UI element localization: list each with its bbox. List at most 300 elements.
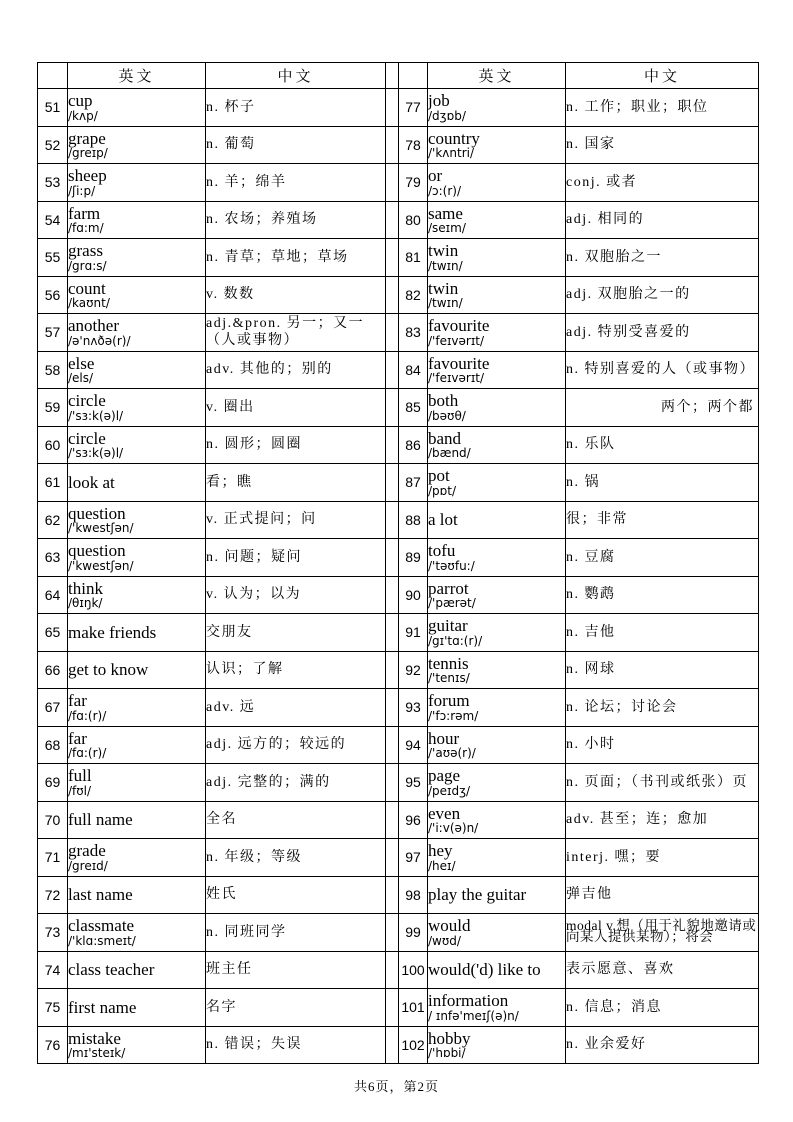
phonetic-transcription: /pɒt/	[428, 483, 457, 498]
row-number: 87	[399, 464, 428, 502]
row-number: 60	[38, 426, 68, 464]
phonetic-transcription: /twɪn/	[428, 258, 463, 273]
phonetic-transcription: /els/	[68, 371, 94, 386]
english-word: even	[428, 803, 461, 823]
gap-cell	[386, 989, 399, 1027]
english-cell	[428, 989, 566, 1027]
phonetic-transcription: /fɑ:(r)/	[68, 746, 107, 761]
chinese-meaning: v. 正式提问；问	[206, 501, 386, 539]
english-word: parrot	[428, 578, 469, 598]
chinese-meaning: n. 业余爱好	[566, 1026, 759, 1064]
chinese-meaning: n. 羊；绵羊	[206, 164, 386, 202]
english-word: make friends	[68, 622, 157, 642]
row-number: 97	[399, 839, 428, 877]
phonetic-transcription: /'feɪvərɪt/	[428, 371, 485, 386]
english-word: a lot	[428, 510, 458, 530]
english-word: question	[68, 503, 126, 523]
phonetic-transcription: / ɪnfə'meɪʃ(ə)n/	[428, 1008, 519, 1023]
gap-cell	[386, 614, 399, 652]
chinese-meaning: adj. 远方的；较远的	[206, 726, 386, 764]
phonetic-transcription: /'fɔ:rəm/	[428, 708, 479, 723]
row-number: 88	[399, 501, 428, 539]
chinese-meaning: v. 圈出	[206, 389, 386, 427]
chinese-meaning: 表示愿意、喜欢	[566, 951, 759, 989]
gap-cell	[386, 576, 399, 614]
chinese-meaning: 两个；两个都	[566, 389, 759, 427]
english-word: information	[428, 991, 509, 1011]
phonetic-transcription: /θɪŋk/	[68, 596, 103, 611]
english-cell	[428, 389, 566, 427]
gap-cell	[386, 726, 399, 764]
chinese-meaning: n. 信息；消息	[566, 989, 759, 1027]
english-word: full	[68, 766, 92, 786]
table-row	[38, 351, 759, 389]
row-number: 55	[38, 239, 68, 277]
phonetic-transcription: /fɑ:m/	[68, 221, 104, 236]
chinese-meaning: n. 葡萄	[206, 126, 386, 164]
phonetic-transcription: /'kwestʃən/	[68, 558, 134, 573]
english-word: grass	[68, 241, 103, 261]
row-number: 93	[399, 689, 428, 727]
english-word: far	[68, 728, 87, 748]
table-row	[38, 89, 759, 127]
chinese-meaning: n. 年级；等级	[206, 839, 386, 877]
english-cell	[68, 914, 206, 952]
gap-cell	[386, 651, 399, 689]
english-word: country	[428, 128, 480, 148]
english-cell	[68, 501, 206, 539]
table-row	[38, 576, 759, 614]
english-cell	[428, 801, 566, 839]
english-cell	[428, 89, 566, 127]
english-cell	[68, 726, 206, 764]
chinese-meaning: 认识；了解	[206, 651, 386, 689]
english-cell	[428, 951, 566, 989]
english-word: far	[68, 691, 87, 711]
table-row	[38, 989, 759, 1027]
english-cell	[68, 164, 206, 202]
gap-cell	[386, 501, 399, 539]
row-number: 75	[38, 989, 68, 1027]
english-cell	[68, 239, 206, 277]
chinese-meaning: n. 国家	[566, 126, 759, 164]
phonetic-transcription: /gɪ'tɑ:(r)/	[428, 633, 483, 648]
chinese-meaning: modal v.想（用于礼貌地邀请或向某人提供某物）；将会	[566, 914, 759, 952]
english-word: twin	[428, 278, 459, 298]
chinese-meaning: n. 特别喜爱的人（或事物）	[566, 351, 759, 389]
english-word: first name	[68, 997, 137, 1017]
chinese-meaning: n. 论坛；讨论会	[566, 689, 759, 727]
phonetic-transcription: /'təʊfu:/	[428, 558, 475, 573]
english-word: cup	[68, 91, 93, 111]
chinese-meaning: adj. 双胞胎之一的	[566, 276, 759, 314]
english-word: pot	[428, 466, 450, 486]
english-cell	[428, 876, 566, 914]
row-number: 99	[399, 914, 428, 952]
english-word: circle	[68, 391, 106, 411]
english-word: grade	[68, 841, 106, 861]
english-word: play the guitar	[428, 885, 527, 905]
table-row	[38, 464, 759, 502]
chinese-meaning: adv. 远	[206, 689, 386, 727]
english-cell	[68, 801, 206, 839]
chinese-meaning: n. 吉他	[566, 614, 759, 652]
english-word: count	[68, 278, 106, 298]
gap-cell	[386, 1026, 399, 1064]
row-number: 100	[399, 951, 428, 989]
row-number: 70	[38, 801, 68, 839]
english-word: tennis	[428, 653, 469, 673]
table-row	[38, 164, 759, 202]
english-word: favourite	[428, 316, 490, 336]
row-number: 74	[38, 951, 68, 989]
row-number: 54	[38, 201, 68, 239]
chinese-meaning: 看；瞧	[206, 464, 386, 502]
chinese-meaning: v. 认为；以为	[206, 576, 386, 614]
phonetic-transcription: /greɪd/	[68, 858, 108, 873]
header-num-cell-left	[38, 63, 68, 89]
row-number: 57	[38, 314, 68, 352]
english-cell	[68, 351, 206, 389]
table-row	[38, 839, 759, 877]
english-cell	[428, 1026, 566, 1064]
english-word: full name	[68, 810, 133, 830]
english-word: twin	[428, 241, 459, 261]
chinese-meaning: adj. 相同的	[566, 201, 759, 239]
chinese-meaning: n. 问题；疑问	[206, 539, 386, 577]
english-word: tofu	[428, 541, 456, 561]
row-number: 78	[399, 126, 428, 164]
table-row	[38, 951, 759, 989]
phonetic-transcription: /dʒɒb/	[428, 108, 466, 123]
phonetic-transcription: /mɪ'steɪk/	[68, 1046, 126, 1061]
phonetic-transcription: /kʌp/	[68, 108, 98, 123]
phonetic-transcription: /'sɜ:k(ə)l/	[68, 408, 124, 423]
row-number: 91	[399, 614, 428, 652]
english-cell	[428, 764, 566, 802]
english-cell	[68, 989, 206, 1027]
row-number: 61	[38, 464, 68, 502]
gap-cell	[386, 63, 399, 89]
row-number: 85	[399, 389, 428, 427]
phonetic-transcription: /bəʊθ/	[428, 408, 466, 423]
row-number: 82	[399, 276, 428, 314]
english-cell	[68, 126, 206, 164]
chinese-meaning: n. 豆腐	[566, 539, 759, 577]
gap-cell	[386, 764, 399, 802]
row-number: 72	[38, 876, 68, 914]
english-word: page	[428, 766, 461, 786]
chinese-meaning: n. 工作；职业；职位	[566, 89, 759, 127]
english-cell	[68, 426, 206, 464]
gap-cell	[386, 201, 399, 239]
english-cell	[68, 951, 206, 989]
chinese-meaning: 交朋友	[206, 614, 386, 652]
gap-cell	[386, 914, 399, 952]
table-row	[38, 389, 759, 427]
chinese-meaning: adv. 其他的；别的	[206, 351, 386, 389]
english-word: would	[428, 916, 471, 936]
row-number: 56	[38, 276, 68, 314]
chinese-meaning: 全名	[206, 801, 386, 839]
chinese-meaning: adj. 特别受喜爱的	[566, 314, 759, 352]
gap-cell	[386, 164, 399, 202]
english-cell	[428, 276, 566, 314]
gap-cell	[386, 464, 399, 502]
row-number: 80	[399, 201, 428, 239]
english-word: another	[68, 316, 119, 336]
row-number: 63	[38, 539, 68, 577]
chinese-meaning: conj. 或者	[566, 164, 759, 202]
phonetic-transcription: /'sɜ:k(ə)l/	[68, 446, 124, 461]
phonetic-transcription: /grɑ:s/	[68, 258, 107, 273]
english-word: class teacher	[68, 960, 155, 980]
row-number: 77	[399, 89, 428, 127]
english-cell	[428, 539, 566, 577]
english-cell	[68, 1026, 206, 1064]
english-word: favourite	[428, 353, 490, 373]
chinese-meaning: n. 杯子	[206, 89, 386, 127]
english-word: band	[428, 428, 462, 448]
gap-cell	[386, 126, 399, 164]
chinese-meaning: n. 圆形；圆圈	[206, 426, 386, 464]
phonetic-transcription: /bænd/	[428, 446, 471, 461]
chinese-meaning: adj. 完整的；满的	[206, 764, 386, 802]
english-cell	[428, 314, 566, 352]
english-cell	[428, 839, 566, 877]
row-number: 62	[38, 501, 68, 539]
row-number: 92	[399, 651, 428, 689]
english-cell	[68, 201, 206, 239]
header-num-cell-right	[399, 63, 428, 89]
english-word: last name	[68, 885, 133, 905]
table-row	[38, 126, 759, 164]
english-word: look at	[68, 472, 115, 492]
row-number: 84	[399, 351, 428, 389]
english-cell	[68, 389, 206, 427]
gap-cell	[386, 239, 399, 277]
chinese-meaning: n. 错误；失误	[206, 1026, 386, 1064]
english-word: both	[428, 391, 459, 411]
phonetic-transcription: /'hɒbi/	[428, 1046, 466, 1061]
table-row	[38, 201, 759, 239]
phonetic-transcription: /kaʊnt/	[68, 296, 110, 311]
gap-cell	[386, 351, 399, 389]
gap-cell	[386, 876, 399, 914]
phonetic-transcription: /greɪp/	[68, 146, 108, 161]
english-cell	[68, 89, 206, 127]
table-row	[38, 614, 759, 652]
chinese-meaning: v. 数数	[206, 276, 386, 314]
phonetic-transcription: /'aʊə(r)/	[428, 746, 476, 761]
english-word: get to know	[68, 660, 149, 680]
row-number: 66	[38, 651, 68, 689]
english-cell	[428, 164, 566, 202]
phonetic-transcription: /'kʌntri/	[428, 146, 475, 161]
chinese-meaning: n. 同班同学	[206, 914, 386, 952]
row-number: 89	[399, 539, 428, 577]
header-row	[38, 63, 759, 89]
phonetic-transcription: /'feɪvərɪt/	[428, 333, 485, 348]
table-row	[38, 876, 759, 914]
row-number: 52	[38, 126, 68, 164]
english-cell	[68, 764, 206, 802]
phonetic-transcription: /ɔ:(r)/	[428, 183, 462, 198]
english-word: or	[428, 166, 443, 186]
english-cell	[68, 614, 206, 652]
vocab-table	[37, 62, 759, 1064]
table-row	[38, 689, 759, 727]
chinese-meaning: adv. 甚至；连；愈加	[566, 801, 759, 839]
table-row	[38, 914, 759, 952]
chinese-meaning: n. 网球	[566, 651, 759, 689]
header-chinese-right: 中文	[566, 63, 759, 89]
phonetic-transcription: /'kwestʃən/	[68, 521, 134, 536]
phonetic-transcription: /ə'nʌðə(r)/	[68, 333, 131, 348]
english-cell	[68, 651, 206, 689]
table-row	[38, 764, 759, 802]
chinese-meaning: 很；非常	[566, 501, 759, 539]
english-cell	[68, 576, 206, 614]
row-number: 67	[38, 689, 68, 727]
english-cell	[428, 614, 566, 652]
english-cell	[428, 501, 566, 539]
english-cell	[68, 539, 206, 577]
row-number: 86	[399, 426, 428, 464]
row-number: 83	[399, 314, 428, 352]
row-number: 73	[38, 914, 68, 952]
row-number: 53	[38, 164, 68, 202]
phonetic-transcription: /ʃi:p/	[68, 183, 96, 198]
row-number: 59	[38, 389, 68, 427]
english-word: think	[68, 578, 103, 598]
english-cell	[68, 839, 206, 877]
row-number: 71	[38, 839, 68, 877]
gap-cell	[386, 539, 399, 577]
table-row	[38, 801, 759, 839]
chinese-meaning: n. 农场；养殖场	[206, 201, 386, 239]
row-number: 95	[399, 764, 428, 802]
english-cell	[428, 201, 566, 239]
table-row	[38, 239, 759, 277]
chinese-meaning: 姓氏	[206, 876, 386, 914]
table-row	[38, 1026, 759, 1064]
phonetic-transcription: /twɪn/	[428, 296, 463, 311]
gap-cell	[386, 426, 399, 464]
english-cell	[68, 314, 206, 352]
phonetic-transcription: /'pærət/	[428, 596, 476, 611]
phonetic-transcription: /'tenɪs/	[428, 671, 470, 686]
english-cell	[428, 426, 566, 464]
row-number: 94	[399, 726, 428, 764]
gap-cell	[386, 689, 399, 727]
english-word: question	[68, 541, 126, 561]
row-number: 102	[399, 1026, 428, 1064]
gap-cell	[386, 89, 399, 127]
english-word: circle	[68, 428, 106, 448]
table-row	[38, 726, 759, 764]
phonetic-transcription: /seɪm/	[428, 221, 466, 236]
chinese-meaning: 班主任	[206, 951, 386, 989]
row-number: 58	[38, 351, 68, 389]
row-number: 64	[38, 576, 68, 614]
row-number: 98	[399, 876, 428, 914]
english-word: same	[428, 203, 463, 223]
english-word: forum	[428, 691, 470, 711]
english-cell	[428, 914, 566, 952]
phonetic-transcription: /fɑ:(r)/	[68, 708, 107, 723]
english-cell	[68, 689, 206, 727]
english-cell	[428, 464, 566, 502]
phonetic-transcription: /fʊl/	[68, 783, 92, 798]
gap-cell	[386, 389, 399, 427]
english-word: hobby	[428, 1028, 471, 1048]
chinese-meaning: n. 页面；（书刊或纸张）页	[566, 764, 759, 802]
english-word: classmate	[68, 916, 135, 936]
row-number: 81	[399, 239, 428, 277]
english-word: sheep	[68, 166, 107, 186]
phonetic-transcription: /wʊd/	[428, 933, 461, 948]
gap-cell	[386, 801, 399, 839]
english-word: farm	[68, 203, 101, 223]
row-number: 65	[38, 614, 68, 652]
chinese-meaning: 弹吉他	[566, 876, 759, 914]
english-word: else	[68, 353, 95, 373]
english-cell	[428, 726, 566, 764]
gap-cell	[386, 839, 399, 877]
chinese-meaning: interj. 嘿；要	[566, 839, 759, 877]
chinese-meaning: n. 青草；草地；草场	[206, 239, 386, 277]
english-word: grape	[68, 128, 106, 148]
row-number: 69	[38, 764, 68, 802]
gap-cell	[386, 276, 399, 314]
english-word: guitar	[428, 616, 468, 636]
table-row	[38, 314, 759, 352]
chinese-meaning: 名字	[206, 989, 386, 1027]
row-number: 90	[399, 576, 428, 614]
chinese-meaning: n. 乐队	[566, 426, 759, 464]
phonetic-transcription: /heɪ/	[428, 858, 456, 873]
table-row	[38, 651, 759, 689]
english-cell	[428, 689, 566, 727]
row-number: 101	[399, 989, 428, 1027]
english-cell	[428, 576, 566, 614]
page-footer: 共6页，第2页	[353, 1079, 439, 1094]
english-word: mistake	[68, 1028, 121, 1048]
phonetic-transcription: /'i:v(ə)n/	[428, 821, 479, 836]
english-cell	[428, 239, 566, 277]
english-word: job	[428, 91, 450, 111]
english-cell	[68, 876, 206, 914]
english-cell	[428, 651, 566, 689]
phonetic-transcription: /'klɑ:smeɪt/	[68, 933, 136, 948]
chinese-meaning: n. 鹦鹉	[566, 576, 759, 614]
chinese-meaning: adj.&pron. 另一；又一（人或事物）	[206, 314, 386, 352]
header-chinese-left: 中文	[206, 63, 386, 89]
table-row	[38, 501, 759, 539]
table-row	[38, 539, 759, 577]
gap-cell	[386, 951, 399, 989]
gap-cell	[386, 314, 399, 352]
table-row	[38, 276, 759, 314]
row-number: 79	[399, 164, 428, 202]
table-row	[38, 426, 759, 464]
row-number: 68	[38, 726, 68, 764]
chinese-meaning: n. 锅	[566, 464, 759, 502]
row-number: 76	[38, 1026, 68, 1064]
chinese-meaning: n. 双胞胎之一	[566, 239, 759, 277]
english-cell	[68, 276, 206, 314]
